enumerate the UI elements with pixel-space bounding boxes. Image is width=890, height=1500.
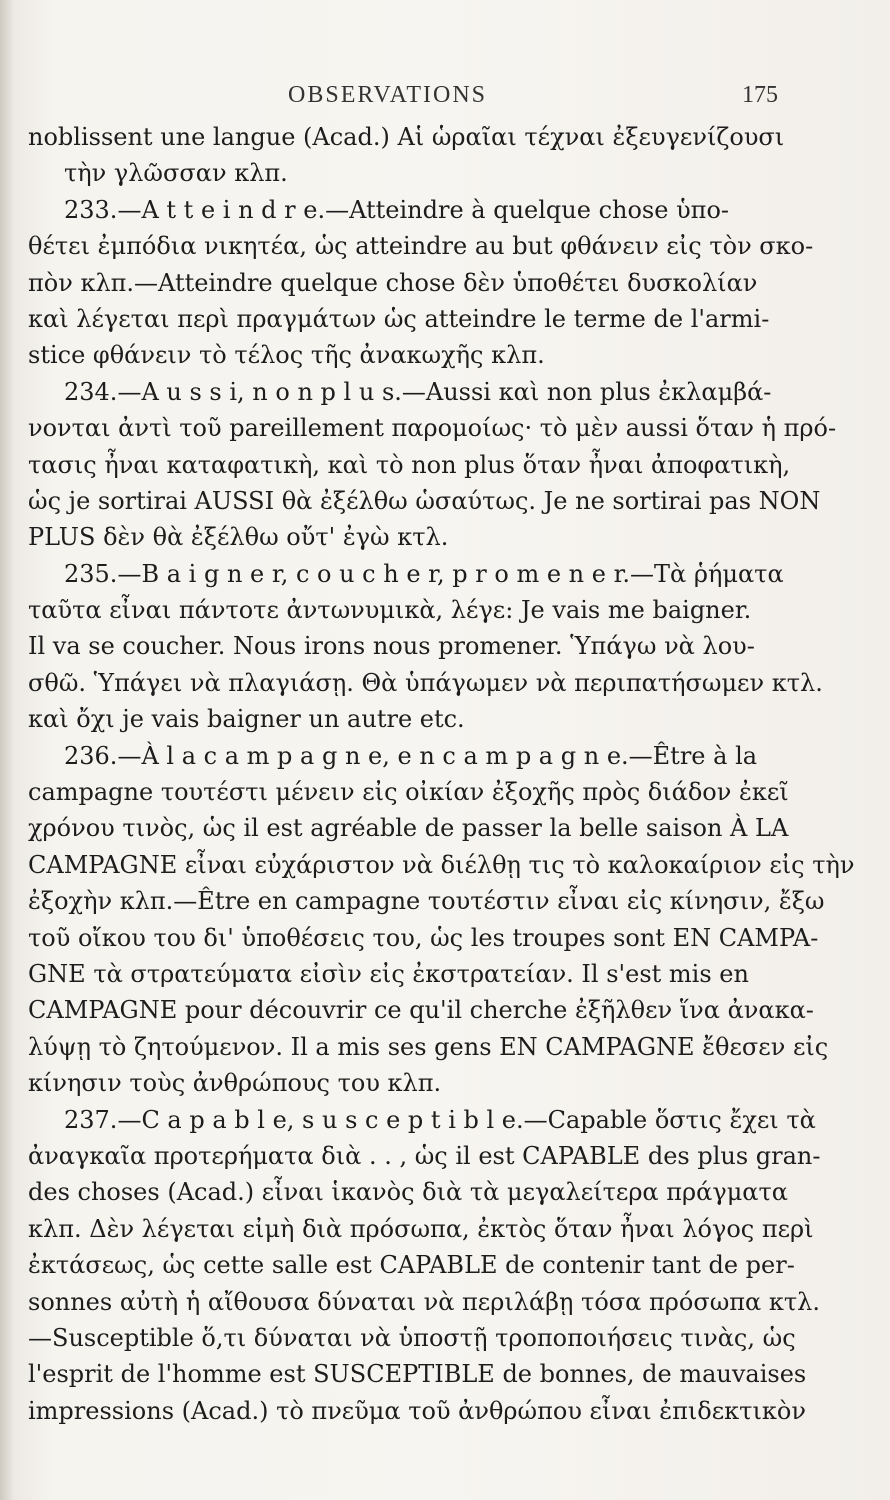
- text-line: τοῦ οἴκου του δι' ὑποθέσεις του, ὡς les troupes sont EN CAMPA-: [28, 923, 819, 952]
- body-text: [28, 119, 855, 1429]
- entry-233: 233.—A t t e i n d r e.—Atteindre à quelque chose ὑπο-: [64, 195, 730, 224]
- text-line: τασις ἦναι καταφατικὴ, καὶ τὸ non plus ὅταν ἦναι ἀποφατικὴ,: [28, 450, 791, 479]
- text-line: ἀναγκαῖα προτερήματα διὰ . . , ὡς il est CAPABLE des plus gran-: [28, 1141, 821, 1170]
- text-line: ταῦτα εἶναι πάντοτε ἀντωνυμικὰ, λέγε: Je vais me baigner.: [28, 596, 752, 625]
- text-line: l'esprit de l'homme est SUSCEPTIBLE de bonnes, de mauvaises: [28, 1360, 807, 1389]
- text-line: PLUS δὲν θὰ ἐξέλθω οὔτ' ἐγὼ κτλ.: [28, 523, 449, 552]
- running-header: [28, 82, 778, 120]
- text-line: πὸν κλπ.—Atteindre quelque chose δὲν ὑποθέτει δυσκολίαν: [28, 268, 758, 297]
- text-line: des choses (Acad.) εἶναι ἱκανὸς διὰ τὰ μεγαλείτερα πράγματα: [28, 1178, 788, 1207]
- text-line: campagne τουτέστι μένειν εἰς οἰκίαν ἐξοχῆς πρὸς διάδον ἐκεῖ: [28, 778, 789, 807]
- text-line: ἐκτάσεως, ὡς cette salle est CAPABLE de contenir tant de per-: [28, 1251, 795, 1280]
- text-line: noblissent une langue (Acad.) Αἱ ὡραῖαι τέχναι ἐξευγενίζουσι: [28, 123, 785, 151]
- text-line: ἐξοχὴν κλπ.—Être en campagne τουτέστιν εἶναι εἰς κίνησιν, ἔξω: [28, 887, 825, 916]
- text-line: σθῶ. Ὑπάγει νὰ πλαγιάσῃ. Θὰ ὑπάγωμεν νὰ περιπατήσωμεν κτλ.: [28, 668, 823, 697]
- running-title: OBSERVATIONS: [288, 82, 488, 108]
- text-line: κλπ. Δὲν λέγεται εἰμὴ διὰ πρόσωπα, ἐκτὸς ὅταν ἦναι λόγος περὶ: [28, 1214, 814, 1243]
- entry-234: 234.—A u s s i, n o n p l u s.—Aussi καὶ non plus ἐκλαμβά-: [64, 377, 772, 406]
- text-line: χρόνου τινὸς, ὡς il est agréable de passer la belle saison À LA: [28, 814, 789, 843]
- text-line: GNE τὰ στρατεύματα εἰσὶν εἰς ἐκστρατείαν. Il s'est mis en: [28, 959, 749, 988]
- entry-236: 236.—À l a c a m p a g n e, e n c a m p a g n e.—Être à la: [64, 741, 758, 770]
- text-line: Il va se coucher. Nous irons nous promener. Ὑπάγω νὰ λου-: [28, 632, 755, 661]
- page-number: 175: [742, 82, 778, 108]
- text-line: stice φθάνειν τὸ τέλος τῆς ἀνακωχῆς κλπ.: [28, 341, 545, 370]
- text-line: CAMPAGNE pour découvrir ce qu'il cherche ἐξῆλθεν ἵνα ἀνακα-: [28, 996, 814, 1025]
- text-line: θέτει ἐμπόδια νικητέα, ὡς atteindre au but φθάνειν εἰς τὸν σκο-: [28, 232, 814, 261]
- entry-237: 237.—C a p a b l e, s u s c e p t i b l e.—Capable ὅστις ἔχει τὰ: [64, 1105, 816, 1134]
- text-line: καὶ ὄχι je vais baigner un autre etc.: [28, 705, 465, 734]
- entry-235: 235.—B a i g n e r, c o u c h e r, p r o m e n e r.—Τὰ ῥήματα: [64, 559, 784, 588]
- page-gutter-shadow: [0, 0, 14, 1500]
- text-line: λύψῃ τὸ ζητούμενον. Il a mis ses gens EN CAMPAGNE ἔθεσεν εἰς: [28, 1032, 829, 1061]
- text-line: νονται ἀντὶ τοῦ pareillement παρομοίως· τὸ μὲν aussi ὅταν ἡ πρό-: [28, 414, 837, 443]
- text-line: τὴν γλῶσσαν κλπ.: [64, 159, 288, 188]
- text-line: ὡς je sortirai AUSSI θὰ ἐξέλθω ὡσαύτως. Je ne sortirai pas NON: [28, 486, 821, 515]
- text-line: impressions (Acad.) τὸ πνεῦμα τοῦ ἀνθρώπου εἶναι ἐπιδεκτικὸν: [28, 1396, 806, 1425]
- text-line: CAMPAGNE εἶναι εὐχάριστον νὰ διέλθῃ τις τὸ καλοκαίριον εἰς τὴν: [28, 850, 855, 879]
- text-line: κίνησιν τοὺς ἀνθρώπους του κλπ.: [28, 1069, 442, 1098]
- text-line: καὶ λέγεται περὶ πραγμάτων ὡς atteindre le terme de l'armi-: [28, 304, 770, 333]
- text-line: —Susceptible ὅ,τι δύναται νὰ ὑποστῇ τροποποιήσεις τινὰς, ὡς: [28, 1323, 796, 1352]
- text-line: sonnes αὐτὴ ἡ αἴθουσα δύναται νὰ περιλάβῃ τόσα πρόσωπα κτλ.: [28, 1287, 821, 1316]
